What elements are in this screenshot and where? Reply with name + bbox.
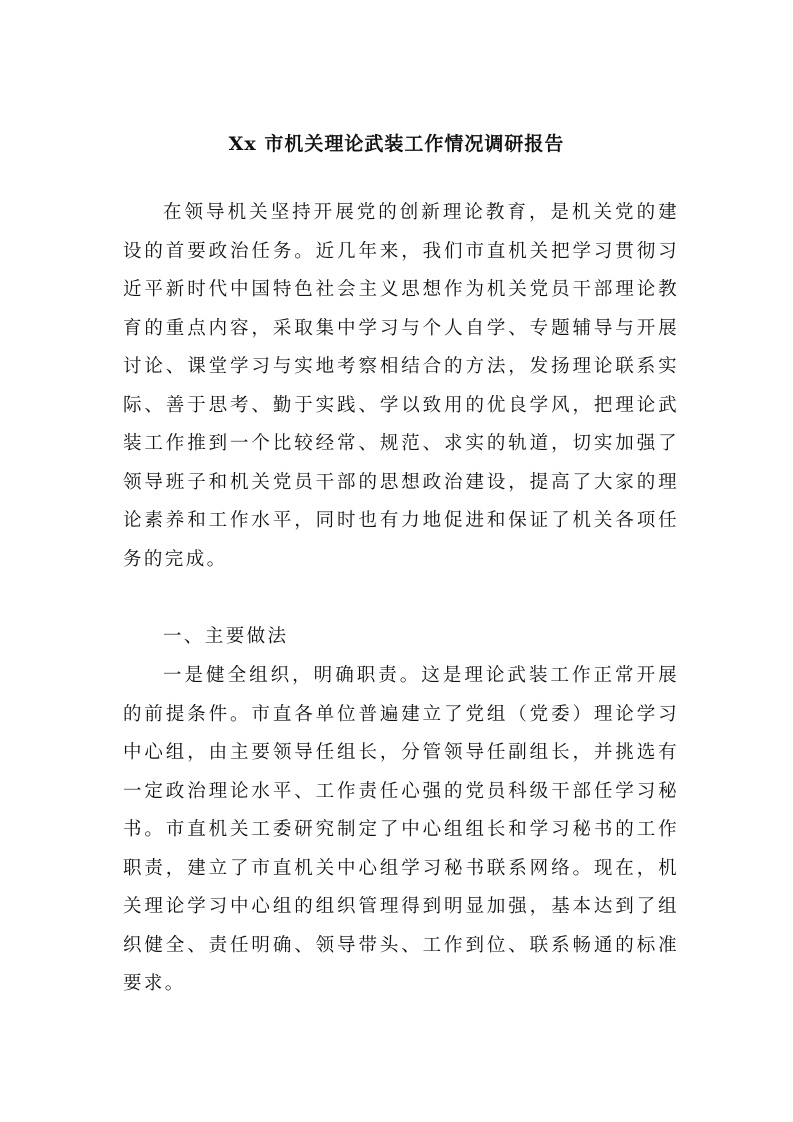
section-heading-block (123, 618, 679, 657)
section-heading: 一、主要做法 (163, 626, 289, 647)
intro-section (123, 194, 679, 579)
section-paragraph: 一是健全组织，明确职责。这是理论武装工作正常开展的前提条件。市直各单位普遍建立了党组（党委）理论学习中心组，由主要领导任组长，分管领导任副组长，并挑选有一定政治理论水平、工作责任心强的党员科级干部任学习秘书。市直机关工委研究制定了中心组组长和学习秘书的工作职责，建立了市直机关中心组学习秘书联系网络。现在，机关理论学习中心组的组织管理得到明显加强，基本达到了组织健全、责任明确、领导带头、工作到位、联系畅通的标准要求。 (123, 665, 679, 994)
intro-paragraph: 在领导机关坚持开展党的创新理论教育，是机关党的建设的首要政治任务。近几年来，我们市直机关把学习贯彻习近平新时代中国特色社会主义思想作为机关党员干部理论教育的重点内容，采取集中学习与个人自学、专题辅导与开展讨论、课堂学习与实地考察相结合的方法，发扬理论联系实际、善于思考、勤于实践、学以致用的优良学风，把理论武装工作推到一个比较经常、规范、求实的轨道，切实加强了领导班子和机关党员干部的思想政治建设，提高了大家的理论素养和工作水平，同时也有力地促进和保证了机关各项任务的完成。 (123, 202, 679, 570)
document-title: Xx 市机关理论武装工作情况调研报告 (228, 133, 565, 155)
section-body (123, 657, 679, 1004)
